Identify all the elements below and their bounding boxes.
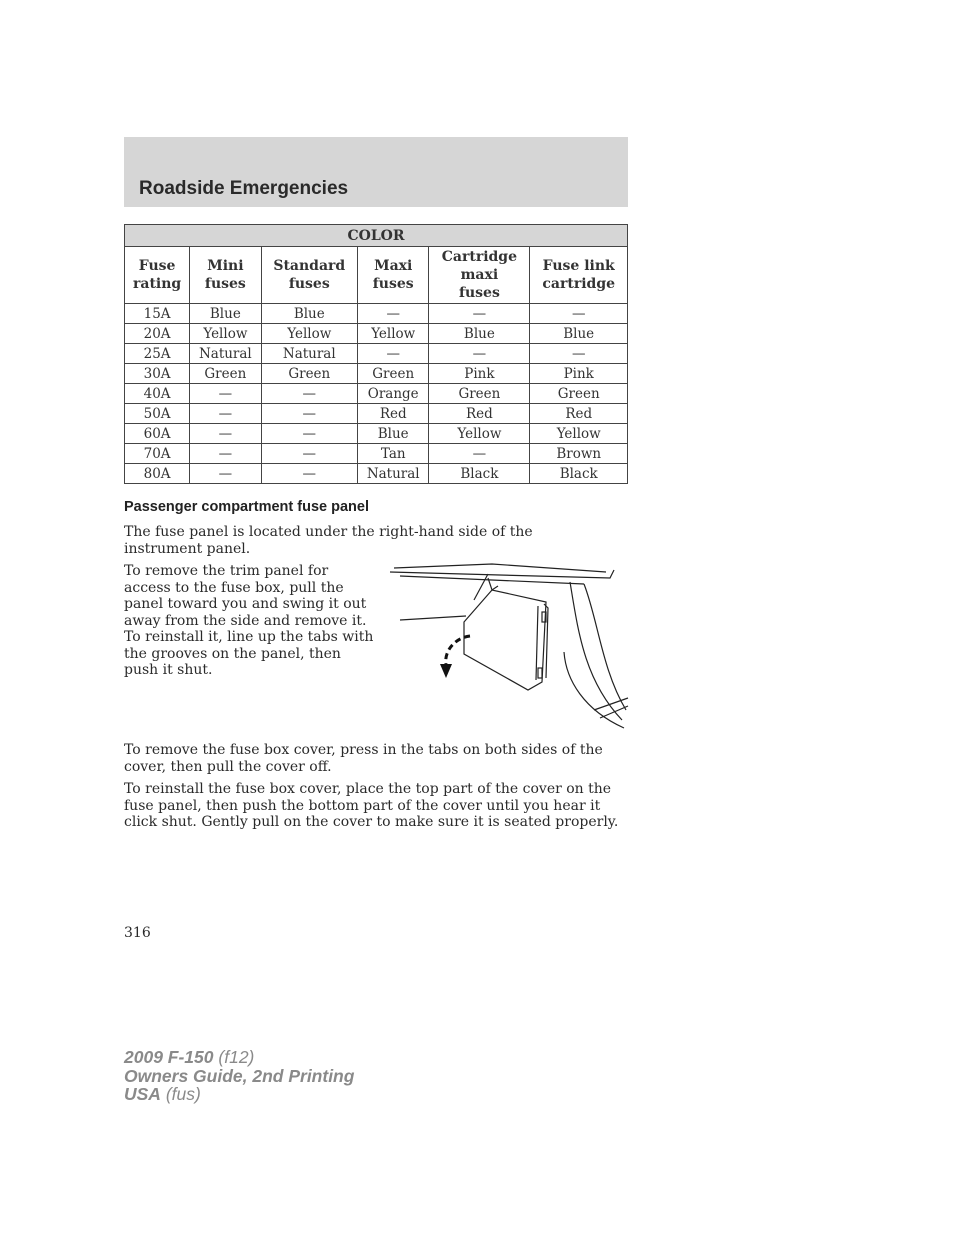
fuse-color-cell: —: [429, 304, 530, 324]
fuse-color-cell: Natural: [261, 344, 358, 364]
table-body: [125, 304, 628, 484]
fuse-color-cell: Blue: [261, 304, 358, 324]
footer-guide: Owners Guide, 2nd Printing: [124, 1065, 355, 1086]
fuse-color-cell: —: [358, 344, 429, 364]
fuse-rating-cell: 60A: [125, 424, 190, 444]
fuse-color-cell: —: [429, 444, 530, 464]
fuse-color-cell: Blue: [429, 324, 530, 344]
fuse-rating-cell: 80A: [125, 464, 190, 484]
column-header-line: fuses: [288, 276, 330, 292]
table-column-headers: [125, 247, 628, 304]
fuse-color-cell: Green: [429, 384, 530, 404]
column-header-line: cartridge: [542, 276, 616, 292]
fuse-color-cell: Yellow: [358, 324, 429, 344]
table-row: [125, 424, 628, 444]
footer-model: 2009 F-150: [124, 1047, 214, 1067]
fuse-color-cell: Tan: [358, 444, 429, 464]
fuse-color-cell: Yellow: [190, 324, 261, 344]
footer-market-code: (fus): [165, 1084, 201, 1104]
fuse-color-cell: Natural: [358, 464, 429, 484]
column-header: [125, 247, 190, 304]
fuse-color-cell: Blue: [358, 424, 429, 444]
fuse-rating-cell: 40A: [125, 384, 190, 404]
page-title: Roadside Emergencies: [139, 178, 349, 199]
fuse-color-cell: Black: [429, 464, 530, 484]
fuse-color-cell: Natural: [190, 344, 261, 364]
fuse-color-cell: Red: [429, 404, 530, 424]
column-header: [261, 247, 358, 304]
column-header-line: fuses: [458, 285, 500, 301]
fuse-rating-cell: 15A: [125, 304, 190, 324]
fuse-color-cell: Red: [530, 404, 628, 424]
column-header-line: Maxi: [374, 258, 413, 274]
fuse-color-cell: Pink: [530, 364, 628, 384]
table-row: [125, 344, 628, 364]
fuse-color-cell: Pink: [429, 364, 530, 384]
table-group-header: COLOR: [125, 225, 628, 247]
fuse-color-cell: —: [261, 464, 358, 484]
column-header-line: fuses: [372, 276, 414, 292]
footer-model-code: (f12): [218, 1047, 255, 1067]
table-row: [125, 304, 628, 324]
fuse-color-cell: —: [261, 444, 358, 464]
table-row: [125, 384, 628, 404]
fuse-color-cell: Brown: [530, 444, 628, 464]
fuse-color-cell: —: [261, 424, 358, 444]
column-header-line: fuses: [204, 276, 246, 292]
table-row: [125, 404, 628, 424]
fuse-color-cell: —: [261, 404, 358, 424]
table-row: [125, 324, 628, 344]
fuse-color-cell: Green: [358, 364, 429, 384]
column-header-line: Cartridge: [441, 249, 518, 265]
document-footer: [124, 1048, 354, 1104]
column-header-line: Fuse link: [542, 258, 615, 274]
column-header: [530, 247, 628, 304]
paragraph-remove-cover: To remove the fuse box cover, press in the tabs on both sides of the cover, then pull the cover off.: [124, 742, 603, 775]
fuse-color-cell: Green: [530, 384, 628, 404]
fuse-color-cell: —: [429, 344, 530, 364]
fuse-color-cell: Green: [190, 364, 261, 384]
fuse-color-cell: —: [190, 424, 261, 444]
fuse-rating-cell: 70A: [125, 444, 190, 464]
fuse-color-table: [124, 224, 628, 484]
fuse-color-cell: —: [190, 444, 261, 464]
section-heading: Passenger compartment fuse panel: [124, 499, 369, 515]
fuse-color-cell: —: [190, 404, 261, 424]
fuse-color-cell: Blue: [190, 304, 261, 324]
fuse-color-cell: —: [358, 304, 429, 324]
fuse-color-cell: —: [190, 464, 261, 484]
table-row: [125, 364, 628, 384]
fuse-color-cell: Black: [530, 464, 628, 484]
column-header-line: maxi: [460, 267, 499, 283]
table-row: [125, 444, 628, 464]
column-header-line: Standard: [273, 258, 346, 274]
fuse-rating-cell: 30A: [125, 364, 190, 384]
fuse-color-cell: Yellow: [429, 424, 530, 444]
fuse-color-cell: —: [190, 384, 261, 404]
column-header-line: Fuse: [138, 258, 176, 274]
fuse-color-cell: Green: [261, 364, 358, 384]
fuse-color-cell: Yellow: [530, 424, 628, 444]
column-header-line: Mini: [207, 258, 244, 274]
paragraph-trim-panel: To remove the trim panel for access to the fuse box, pull the panel toward you and swing it out away from the side and remove it. To reinstall it, line up the tabs with the grooves on the panel, then push it shut.: [124, 563, 374, 678]
paragraph-location: The fuse panel is located under the right-hand side of the instrument panel.: [124, 524, 533, 557]
fuse-panel-illustration: [388, 560, 630, 730]
column-header: [429, 247, 530, 304]
column-header: [190, 247, 261, 304]
fuse-rating-cell: 20A: [125, 324, 190, 344]
fuse-color-cell: —: [530, 304, 628, 324]
fuse-color-cell: —: [530, 344, 628, 364]
fuse-color-cell: Red: [358, 404, 429, 424]
fuse-color-cell: —: [261, 384, 358, 404]
column-header-line: rating: [133, 276, 182, 292]
paragraph-reinstall-cover: To reinstall the fuse box cover, place the top part of the cover on the fuse panel, then push the bottom part of the cover until you hear it click shut. Gently pull on the cover to make sure it is seated properly.: [124, 781, 619, 830]
column-header: [358, 247, 429, 304]
footer-market: USA: [124, 1084, 161, 1104]
fuse-color-cell: Blue: [530, 324, 628, 344]
table-row: [125, 464, 628, 484]
fuse-rating-cell: 25A: [125, 344, 190, 364]
page-number: 316: [124, 925, 151, 941]
fuse-color-cell: Yellow: [261, 324, 358, 344]
fuse-color-cell: Orange: [358, 384, 429, 404]
fuse-rating-cell: 50A: [125, 404, 190, 424]
